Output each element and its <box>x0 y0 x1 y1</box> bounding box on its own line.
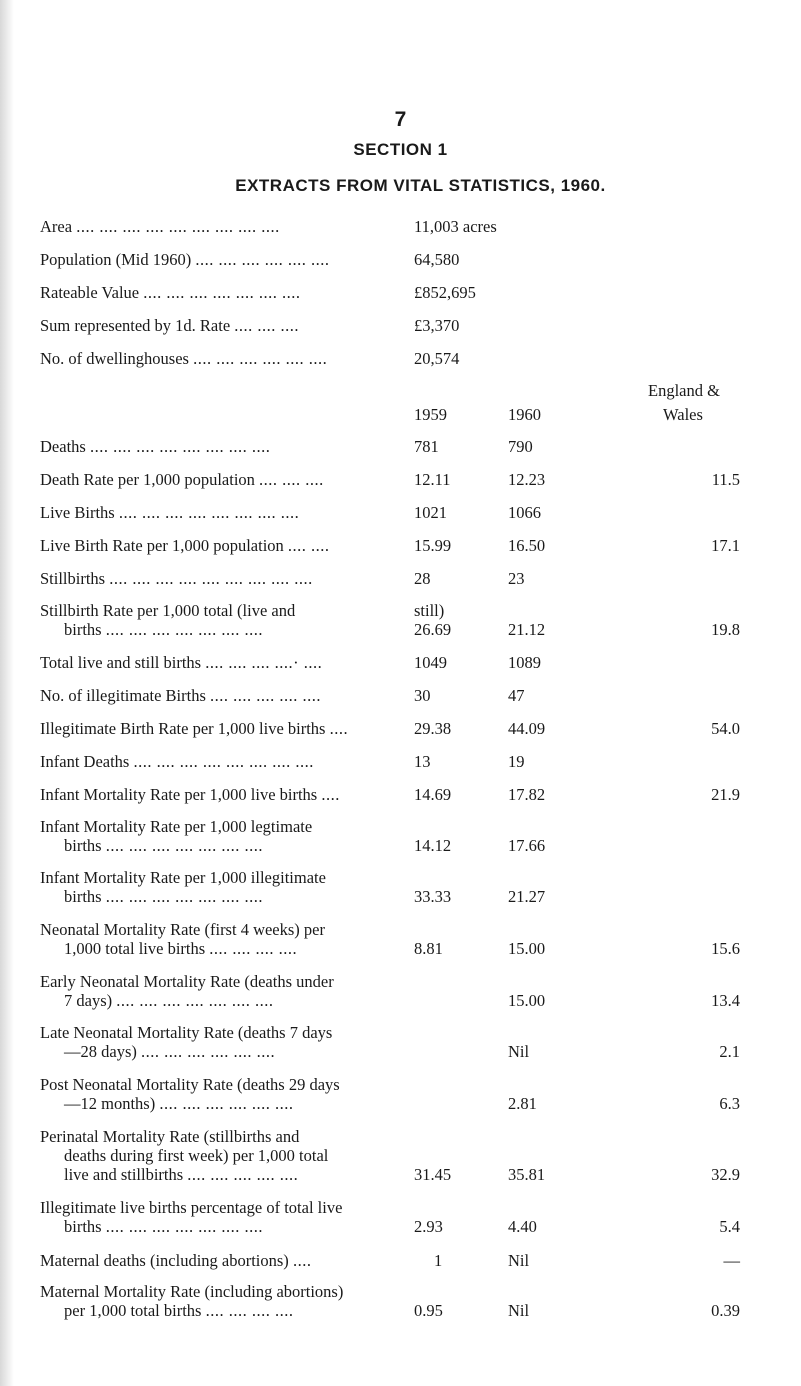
value-1959: 1049 <box>414 653 447 672</box>
summary-value: £3,370 <box>414 316 460 335</box>
dot-leader: .... .... .... .... <box>209 939 298 958</box>
value-1960: 4.40 <box>508 1217 537 1236</box>
value-england-wales: 54.0 <box>711 719 740 738</box>
value-1959: 2.93 <box>414 1217 443 1236</box>
value-1960: 15.00 <box>508 991 546 1010</box>
dot-leader: .... .... .... .... .... .... <box>193 349 328 368</box>
value-1959: 1 <box>434 1251 443 1270</box>
value-1959: 781 <box>414 437 439 456</box>
header-1959: 1959 <box>414 405 447 424</box>
row-label: Deaths <box>40 437 86 456</box>
row-label: Illegitimate Birth Rate per 1,000 live births <box>40 719 326 738</box>
value-1960: 17.66 <box>508 836 546 855</box>
row-label-cont: live and stillbirths <box>64 1165 184 1184</box>
document-title: EXTRACTS FROM VITAL STATISTICS, 1960. <box>235 176 606 195</box>
page-number: 7 <box>394 108 407 131</box>
value-england-wales: 32.9 <box>711 1165 740 1184</box>
dot-leader: .... .... .... .... .... .... .... .... .... <box>109 569 313 588</box>
summary-value: 11,003 acres <box>414 217 497 236</box>
value-england-wales: 6.3 <box>719 1094 740 1113</box>
dot-leader: .... .... .... ....· .... <box>205 653 323 672</box>
row-label-cont: 1,000 total live births <box>64 939 206 958</box>
value-1959: 30 <box>414 686 431 705</box>
value-1960: 21.27 <box>508 887 546 906</box>
dot-leader: .... .... .... .... .... .... .... <box>116 991 274 1010</box>
value-1960: 17.82 <box>508 785 546 804</box>
summary-label: Sum represented by 1d. Rate <box>40 316 231 335</box>
value-england-wales: — <box>723 1251 740 1270</box>
dot-leader: .... <box>292 1251 312 1270</box>
dot-leader: .... .... .... .... .... .... <box>195 250 330 269</box>
row-label: Infant Mortality Rate per 1,000 live births <box>40 785 318 804</box>
row-label-cont: deaths during first week) per 1,000 total <box>64 1146 329 1165</box>
summary-label: No. of dwellinghouses <box>40 349 189 368</box>
value-1959: 14.69 <box>414 785 452 804</box>
summary-label: Rateable Value <box>40 283 140 302</box>
row-label: Neonatal Mortality Rate (first 4 weeks) per <box>40 920 325 939</box>
dot-leader: .... .... .... .... <box>205 1301 294 1320</box>
value-1960: 47 <box>508 686 525 705</box>
row-label-cont: —28 days) <box>64 1042 137 1061</box>
value-1959-note: still) <box>414 601 445 620</box>
value-1959: 12.11 <box>414 470 451 489</box>
row-label: Live Births <box>40 503 115 522</box>
value-1960: Nil <box>508 1042 530 1061</box>
value-1960: 16.50 <box>508 536 546 555</box>
value-1960: 1089 <box>508 653 541 672</box>
value-1960: Nil <box>508 1301 530 1320</box>
value-1959: 26.69 <box>414 620 452 639</box>
row-label: Infant Mortality Rate per 1,000 illegitimate <box>40 868 326 887</box>
row-label: Death Rate per 1,000 population <box>40 470 255 489</box>
dot-leader: .... .... .... .... .... .... .... <box>105 836 263 855</box>
row-label-cont: 7 days) <box>64 991 113 1010</box>
value-1959: 33.33 <box>414 887 452 906</box>
value-england-wales: 15.6 <box>711 939 740 958</box>
header-england-wales-line2: Wales <box>663 405 703 424</box>
dot-leader: .... .... .... .... .... .... .... <box>105 620 263 639</box>
dot-leader: .... .... .... .... .... .... <box>159 1094 294 1113</box>
row-label: Maternal deaths (including abortions) <box>40 1251 289 1270</box>
row-label: Infant Mortality Rate per 1,000 legtimate <box>40 817 313 836</box>
row-label: Live Birth Rate per 1,000 population <box>40 536 284 555</box>
dot-leader: .... .... .... <box>234 316 300 335</box>
dot-leader: .... .... .... .... .... .... .... <box>143 283 301 302</box>
dot-leader: .... .... <box>287 536 330 555</box>
dot-leader: .... .... .... .... .... .... <box>141 1042 276 1061</box>
row-label: Stillbirths <box>40 569 106 588</box>
value-1960: 23 <box>508 569 525 588</box>
value-1959: 8.81 <box>414 939 443 958</box>
section-heading: SECTION 1 <box>353 140 448 159</box>
value-1960: 2.81 <box>508 1094 537 1113</box>
row-label: Early Neonatal Mortality Rate (deaths under <box>40 972 334 991</box>
row-label: Stillbirth Rate per 1,000 total (live and <box>40 601 296 620</box>
value-1960: 35.81 <box>508 1165 546 1184</box>
dot-leader: .... <box>321 785 340 804</box>
summary-label: Area <box>40 217 73 236</box>
row-label-cont: births <box>64 1217 102 1236</box>
value-1959: 15.99 <box>414 536 452 555</box>
row-label: Infant Deaths <box>40 752 130 771</box>
row-label-cont: —12 months) <box>64 1094 156 1113</box>
row-label: Illegitimate live births percentage of total live <box>40 1198 343 1217</box>
value-1960: 1066 <box>508 503 541 522</box>
value-england-wales: 11.5 <box>711 470 740 489</box>
value-1960: 21.12 <box>508 620 546 639</box>
value-england-wales: 5.4 <box>719 1217 740 1236</box>
value-1959: 1021 <box>414 503 447 522</box>
row-label-cont: per 1,000 total births <box>64 1301 202 1320</box>
dot-leader: .... .... .... <box>259 470 324 489</box>
page-edge-shadow <box>0 0 14 1386</box>
value-england-wales: 19.8 <box>711 620 740 639</box>
row-label: Late Neonatal Mortality Rate (deaths 7 days <box>40 1023 333 1042</box>
row-label-cont: births <box>64 887 102 906</box>
dot-leader: .... .... .... .... .... .... .... .... .... <box>76 217 280 236</box>
row-label: Maternal Mortality Rate (including abortions) <box>40 1282 344 1301</box>
dot-leader: .... .... .... .... .... .... .... .... <box>133 752 314 771</box>
summary-value: £852,695 <box>414 283 476 302</box>
dot-leader: .... .... .... .... .... .... .... <box>105 887 263 906</box>
value-england-wales: 2.1 <box>719 1042 740 1061</box>
value-1960: 15.00 <box>508 939 546 958</box>
dot-leader: .... .... .... .... .... .... .... <box>105 1217 263 1236</box>
dot-leader: .... <box>329 719 349 738</box>
row-label-cont: births <box>64 836 102 855</box>
dot-leader: .... .... .... .... .... .... .... .... <box>118 503 300 522</box>
value-1959: 0.95 <box>414 1301 443 1320</box>
row-label-cont: births <box>64 620 102 639</box>
value-1960: 790 <box>508 437 533 456</box>
row-label: Perinatal Mortality Rate (stillbirths and <box>40 1127 300 1146</box>
value-england-wales: 0.39 <box>711 1301 740 1320</box>
value-1959: 28 <box>414 569 431 588</box>
value-england-wales: 17.1 <box>711 536 740 555</box>
dot-leader: .... .... .... .... .... .... .... .... <box>89 437 271 456</box>
summary-value: 20,574 <box>414 349 460 368</box>
header-1960: 1960 <box>508 405 541 424</box>
value-england-wales: 13.4 <box>711 991 740 1010</box>
value-1959: 31.45 <box>414 1165 452 1184</box>
summary-value: 64,580 <box>414 250 460 269</box>
value-1960: 44.09 <box>508 719 546 738</box>
value-england-wales: 21.9 <box>711 785 740 804</box>
value-1959: 13 <box>414 752 431 771</box>
value-1960: 19 <box>508 752 525 771</box>
header-england-wales-line1: England & <box>648 381 720 400</box>
value-1959: 14.12 <box>414 836 452 855</box>
row-label: No. of illegitimate Births <box>40 686 206 705</box>
row-label: Post Neonatal Mortality Rate (deaths 29 days <box>40 1075 340 1094</box>
value-1960: Nil <box>508 1251 530 1270</box>
dot-leader: .... .... .... .... .... <box>187 1165 299 1184</box>
dot-leader: .... .... .... .... .... <box>210 686 322 705</box>
summary-label: Population (Mid 1960) <box>40 250 192 269</box>
row-label: Total live and still births <box>40 653 202 672</box>
value-1959: 29.38 <box>414 719 452 738</box>
value-1960: 12.23 <box>508 470 546 489</box>
